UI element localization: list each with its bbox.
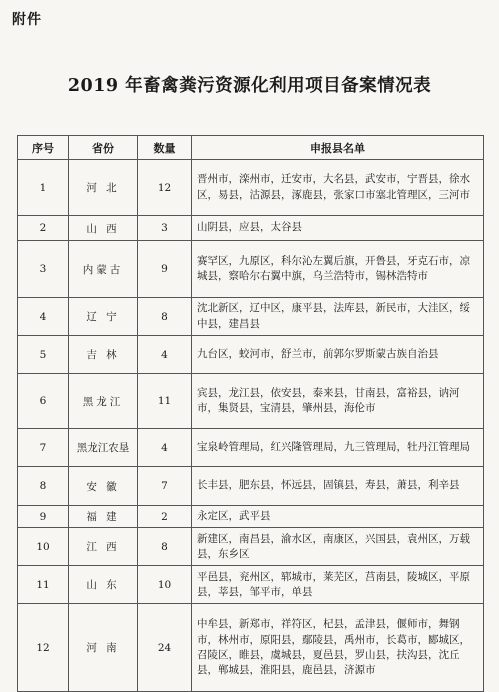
row-province: 内蒙古: [69, 241, 138, 298]
row-counties: 宾县，龙江县，依安县，泰来县，甘南县，富裕县，讷河市，集贤县，宝清县，肇州县，海伦市: [192, 374, 484, 429]
row-counties: 长丰县，肥东县，怀远县，固镇县，寿县，萧县，利辛县: [192, 467, 484, 506]
row-province: 河 北: [69, 160, 138, 216]
row-counties: 宝泉岭管理局，红兴隆管理局，九三管理局，牡丹江管理局: [192, 429, 484, 467]
row-province: 黑龙江: [69, 374, 138, 429]
attachment-label: 附件: [12, 12, 42, 28]
row-count: 8: [138, 528, 192, 566]
table-row: [18, 336, 484, 374]
row-number: 12: [18, 604, 69, 692]
table-row: [18, 566, 484, 604]
table-row: [18, 528, 484, 566]
row-number: 7: [18, 429, 69, 467]
row-number: 6: [18, 374, 69, 429]
header-number: 序号: [18, 136, 69, 160]
table-row: [18, 506, 484, 528]
row-count: 2: [138, 506, 192, 528]
row-number: 5: [18, 336, 69, 374]
table-row: [18, 241, 484, 298]
row-counties: 赛罕区，九原区，科尔沁左翼后旗，开鲁县，牙克石市，凉城县，察哈尔右翼中旗，乌兰浩特市，锡林浩特市: [192, 241, 484, 298]
row-province: 江 西: [69, 528, 138, 566]
row-number: 11: [18, 566, 69, 604]
record-table: [17, 135, 484, 692]
table-row: [18, 298, 484, 336]
row-counties: 中牟县，新郑市，祥符区，杞县，孟津县，偃师市，舞钢市，林州市，原阳县，鄢陵县，禹州市，长葛市，郾城区，召陵区，睢县，虞城县，夏邑县，罗山县，扶沟县，沈丘县，郸城县，淮阳县，鹿邑县，济源市: [192, 604, 484, 692]
page-title: 2019 年畜禽粪污资源化利用项目备案情况表: [67, 76, 432, 96]
row-province: 福 建: [69, 506, 138, 528]
row-count: 12: [138, 160, 192, 216]
table-row: [18, 429, 484, 467]
table-header-row: [18, 136, 484, 160]
row-count: 7: [138, 467, 192, 506]
header-province: 省份: [69, 136, 138, 160]
row-province: 吉 林: [69, 336, 138, 374]
row-counties: 九台区，蛟河市，舒兰市，前郭尔罗斯蒙古族自治县: [192, 336, 484, 374]
row-count: 4: [138, 429, 192, 467]
row-counties: 山阴县，应县，太谷县: [192, 216, 484, 241]
row-province: 山 西: [69, 216, 138, 241]
row-counties: 平邑县，兖州区，郓城市，莱芜区，莒南县，陵城区，平原县，莘县，邹平市，单县: [192, 566, 484, 604]
row-counties: 晋州市，滦州市，迁安市，大名县，武安市，宁晋县，徐水区，易县，沽源县，涿鹿县，张家口市塞北管理区，三河市: [192, 160, 484, 216]
header-county-list: 申报县名单: [192, 136, 484, 160]
row-count: 24: [138, 604, 192, 692]
row-count: 3: [138, 216, 192, 241]
row-counties: 沈北新区，辽中区，康平县，法库县，新民市，大洼区，绥中县，建昌县: [192, 298, 484, 336]
row-counties: 新建区，南昌县，渝水区，南康区，兴国县，袁州区，万载县，东乡区: [192, 528, 484, 566]
row-number: 2: [18, 216, 69, 241]
row-province: 山 东: [69, 566, 138, 604]
row-count: 4: [138, 336, 192, 374]
row-number: 8: [18, 467, 69, 506]
row-number: 9: [18, 506, 69, 528]
row-counties: 永定区，武平县: [192, 506, 484, 528]
table-row: [18, 604, 484, 692]
row-province: 辽 宁: [69, 298, 138, 336]
table-row: [18, 216, 484, 241]
row-number: 4: [18, 298, 69, 336]
row-count: 8: [138, 298, 192, 336]
row-number: 3: [18, 241, 69, 298]
row-number: 10: [18, 528, 69, 566]
table-row: [18, 467, 484, 506]
table-row: [18, 374, 484, 429]
row-province: 黑龙江农垦: [69, 429, 138, 467]
row-province: 河 南: [69, 604, 138, 692]
row-count: 9: [138, 241, 192, 298]
header-count: 数量: [138, 136, 192, 160]
row-number: 1: [18, 160, 69, 216]
row-count: 11: [138, 374, 192, 429]
table-row: [18, 160, 484, 216]
row-province: 安 徽: [69, 467, 138, 506]
row-count: 10: [138, 566, 192, 604]
